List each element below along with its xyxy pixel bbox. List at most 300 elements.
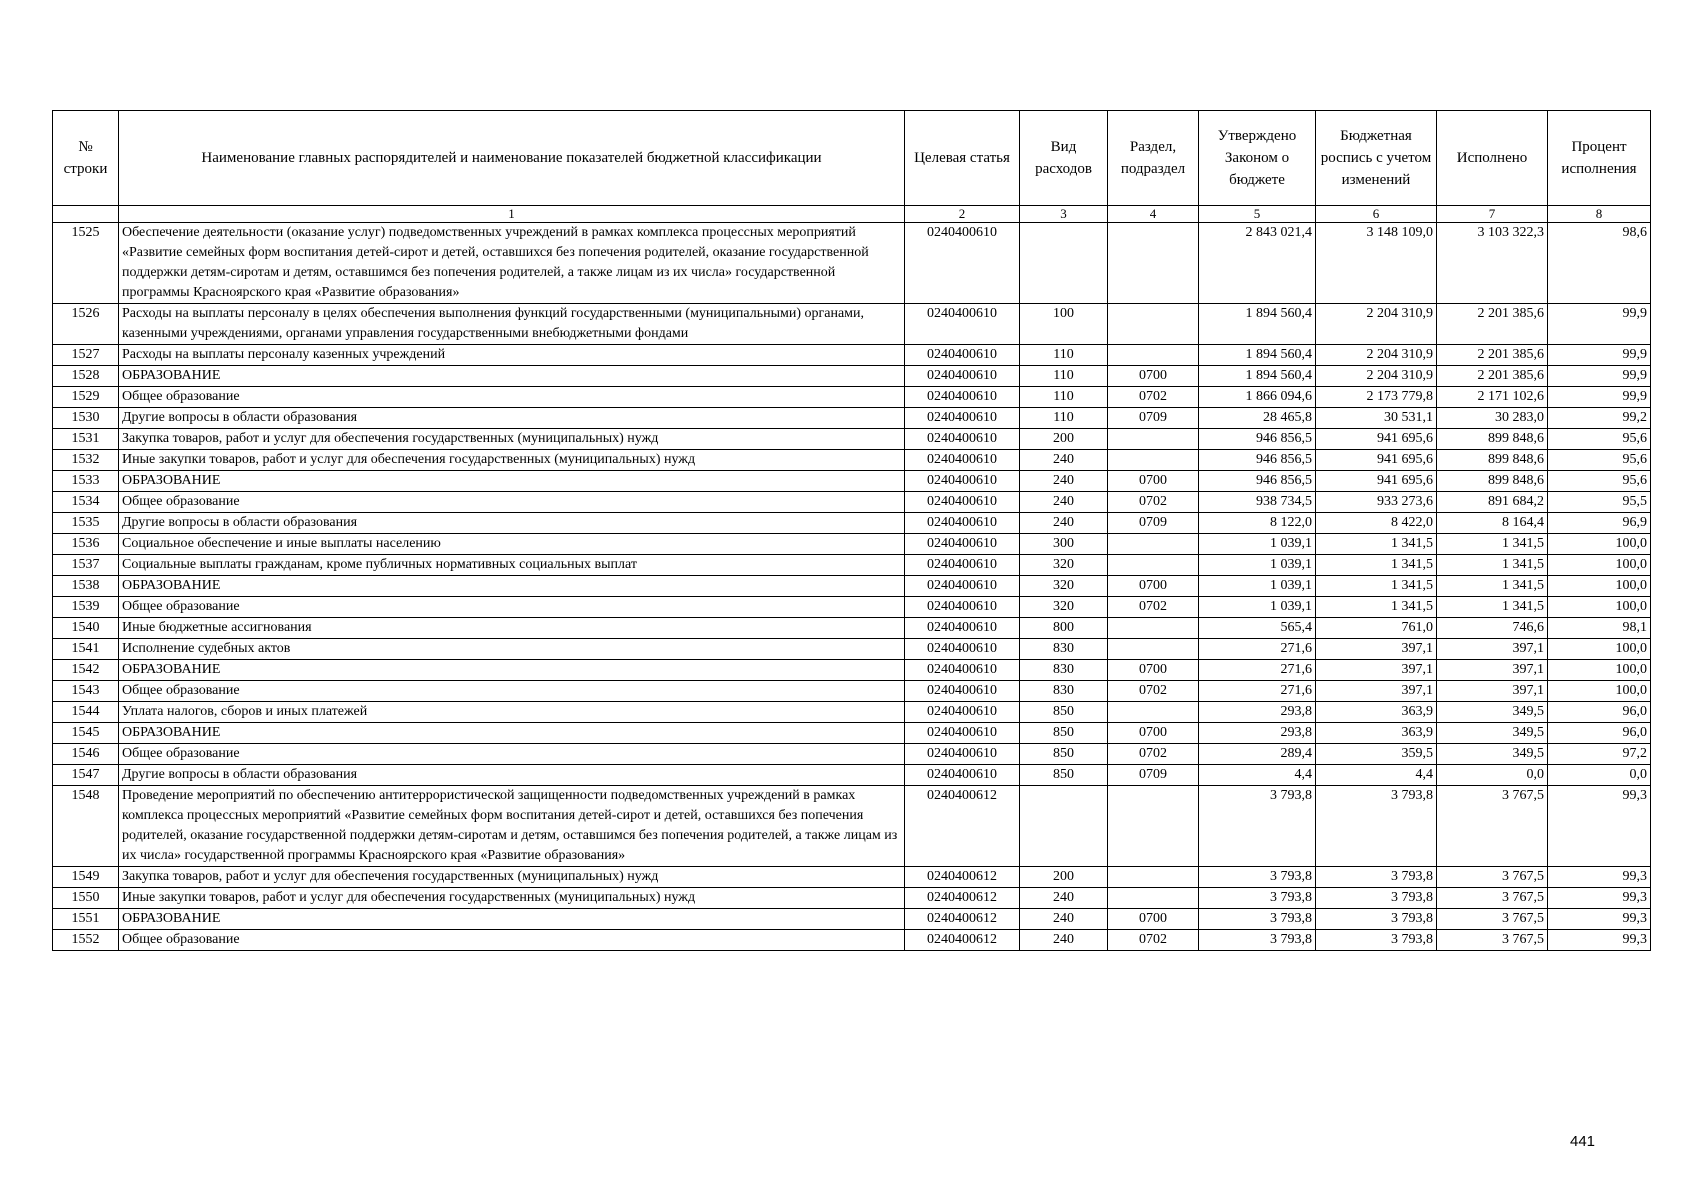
cell-executed: 899 848,6 xyxy=(1437,429,1548,450)
cell-budget-schedule: 397,1 xyxy=(1316,660,1437,681)
cell-budget-schedule: 3 793,8 xyxy=(1316,867,1437,888)
column-number-row xyxy=(53,206,1651,223)
cell-budget-schedule: 3 148 109,0 xyxy=(1316,223,1437,304)
cell-percent: 99,9 xyxy=(1548,304,1651,345)
cell-target-article: 0240400610 xyxy=(905,429,1020,450)
cell-row-number: 1525 xyxy=(53,223,119,304)
cell-approved: 3 793,8 xyxy=(1199,930,1316,951)
cell-target-article: 0240400610 xyxy=(905,513,1020,534)
column-number: 7 xyxy=(1437,206,1548,223)
cell-approved: 1 039,1 xyxy=(1199,534,1316,555)
cell-approved: 8 122,0 xyxy=(1199,513,1316,534)
cell-executed: 899 848,6 xyxy=(1437,450,1548,471)
cell-name: Расходы на выплаты персоналу в целях обеспечения выполнения функций государственными (муниципальными) органами, казенными учреждениями, органами управления государственными внебюджетными фондами xyxy=(119,304,905,345)
cell-executed: 1 341,5 xyxy=(1437,597,1548,618)
table-row xyxy=(53,702,1651,723)
cell-executed: 8 164,4 xyxy=(1437,513,1548,534)
cell-name: Закупка товаров, работ и услуг для обеспечения государственных (муниципальных) нужд xyxy=(119,429,905,450)
cell-section: 0702 xyxy=(1108,930,1199,951)
cell-percent: 99,3 xyxy=(1548,909,1651,930)
cell-budget-schedule: 941 695,6 xyxy=(1316,471,1437,492)
table-row xyxy=(53,513,1651,534)
cell-executed: 397,1 xyxy=(1437,639,1548,660)
cell-expense-type: 240 xyxy=(1020,492,1108,513)
cell-budget-schedule: 3 793,8 xyxy=(1316,930,1437,951)
table-row xyxy=(53,408,1651,429)
cell-budget-schedule: 3 793,8 xyxy=(1316,786,1437,867)
table-row xyxy=(53,429,1651,450)
cell-percent: 99,2 xyxy=(1548,408,1651,429)
table-row xyxy=(53,639,1651,660)
cell-budget-schedule: 359,5 xyxy=(1316,744,1437,765)
cell-section xyxy=(1108,786,1199,867)
cell-percent: 98,1 xyxy=(1548,618,1651,639)
cell-expense-type xyxy=(1020,223,1108,304)
cell-budget-schedule: 363,9 xyxy=(1316,723,1437,744)
column-number: 1 xyxy=(119,206,905,223)
cell-budget-schedule: 3 793,8 xyxy=(1316,909,1437,930)
cell-section xyxy=(1108,429,1199,450)
cell-approved: 565,4 xyxy=(1199,618,1316,639)
cell-expense-type: 300 xyxy=(1020,534,1108,555)
table-row xyxy=(53,345,1651,366)
table-row xyxy=(53,450,1651,471)
cell-name: Общее образование xyxy=(119,492,905,513)
cell-approved: 293,8 xyxy=(1199,723,1316,744)
cell-section: 0700 xyxy=(1108,471,1199,492)
cell-approved: 28 465,8 xyxy=(1199,408,1316,429)
cell-percent: 99,3 xyxy=(1548,786,1651,867)
cell-name: ОБРАЗОВАНИЕ xyxy=(119,576,905,597)
cell-executed: 397,1 xyxy=(1437,660,1548,681)
cell-row-number: 1550 xyxy=(53,888,119,909)
cell-percent: 100,0 xyxy=(1548,639,1651,660)
cell-approved: 946 856,5 xyxy=(1199,429,1316,450)
cell-expense-type: 110 xyxy=(1020,408,1108,429)
cell-budget-schedule: 1 341,5 xyxy=(1316,576,1437,597)
cell-budget-schedule: 941 695,6 xyxy=(1316,429,1437,450)
cell-approved: 271,6 xyxy=(1199,681,1316,702)
cell-target-article: 0240400612 xyxy=(905,867,1020,888)
cell-row-number: 1536 xyxy=(53,534,119,555)
cell-expense-type: 850 xyxy=(1020,744,1108,765)
cell-executed: 3 767,5 xyxy=(1437,888,1548,909)
cell-approved: 946 856,5 xyxy=(1199,471,1316,492)
cell-budget-schedule: 30 531,1 xyxy=(1316,408,1437,429)
column-number xyxy=(53,206,119,223)
cell-section: 0700 xyxy=(1108,909,1199,930)
cell-name: Иные закупки товаров, работ и услуг для обеспечения государственных (муниципальных) нужд xyxy=(119,888,905,909)
table-row xyxy=(53,534,1651,555)
cell-approved: 3 793,8 xyxy=(1199,888,1316,909)
cell-expense-type xyxy=(1020,786,1108,867)
cell-approved: 3 793,8 xyxy=(1199,867,1316,888)
cell-expense-type: 100 xyxy=(1020,304,1108,345)
cell-percent: 100,0 xyxy=(1548,555,1651,576)
table-row xyxy=(53,304,1651,345)
cell-expense-type: 240 xyxy=(1020,450,1108,471)
cell-name: ОБРАЗОВАНИЕ xyxy=(119,471,905,492)
column-number: 8 xyxy=(1548,206,1651,223)
cell-executed: 1 341,5 xyxy=(1437,555,1548,576)
cell-executed: 2 201 385,6 xyxy=(1437,304,1548,345)
cell-executed: 891 684,2 xyxy=(1437,492,1548,513)
cell-budget-schedule: 3 793,8 xyxy=(1316,888,1437,909)
cell-expense-type: 110 xyxy=(1020,366,1108,387)
header-row-number: № строки xyxy=(53,111,119,206)
cell-section: 0709 xyxy=(1108,408,1199,429)
cell-executed: 3 767,5 xyxy=(1437,930,1548,951)
cell-target-article: 0240400612 xyxy=(905,909,1020,930)
table-row xyxy=(53,597,1651,618)
table-row xyxy=(53,723,1651,744)
table-row xyxy=(53,765,1651,786)
cell-section: 0700 xyxy=(1108,723,1199,744)
cell-executed: 3 767,5 xyxy=(1437,909,1548,930)
cell-approved: 271,6 xyxy=(1199,660,1316,681)
cell-row-number: 1531 xyxy=(53,429,119,450)
table-row xyxy=(53,660,1651,681)
cell-expense-type: 320 xyxy=(1020,597,1108,618)
cell-name: Социальные выплаты гражданам, кроме публичных нормативных социальных выплат xyxy=(119,555,905,576)
cell-name: Иные бюджетные ассигнования xyxy=(119,618,905,639)
cell-target-article: 0240400610 xyxy=(905,408,1020,429)
cell-executed: 2 201 385,6 xyxy=(1437,345,1548,366)
cell-percent: 95,6 xyxy=(1548,450,1651,471)
cell-name: Другие вопросы в области образования xyxy=(119,408,905,429)
cell-budget-schedule: 2 204 310,9 xyxy=(1316,304,1437,345)
cell-expense-type: 240 xyxy=(1020,513,1108,534)
cell-section xyxy=(1108,618,1199,639)
cell-approved: 938 734,5 xyxy=(1199,492,1316,513)
cell-name: Общее образование xyxy=(119,930,905,951)
cell-target-article: 0240400612 xyxy=(905,930,1020,951)
cell-row-number: 1545 xyxy=(53,723,119,744)
cell-name: Расходы на выплаты персоналу казенных учреждений xyxy=(119,345,905,366)
cell-target-article: 0240400610 xyxy=(905,681,1020,702)
cell-section xyxy=(1108,345,1199,366)
cell-approved: 271,6 xyxy=(1199,639,1316,660)
cell-budget-schedule: 4,4 xyxy=(1316,765,1437,786)
cell-executed: 2 171 102,6 xyxy=(1437,387,1548,408)
table-body xyxy=(53,223,1651,951)
table-row xyxy=(53,744,1651,765)
cell-budget-schedule: 363,9 xyxy=(1316,702,1437,723)
cell-percent: 100,0 xyxy=(1548,681,1651,702)
table-row xyxy=(53,618,1651,639)
table-row xyxy=(53,471,1651,492)
cell-name: Другие вопросы в области образования xyxy=(119,513,905,534)
cell-executed: 3 767,5 xyxy=(1437,867,1548,888)
cell-section: 0700 xyxy=(1108,660,1199,681)
cell-name: Закупка товаров, работ и услуг для обеспечения государственных (муниципальных) нужд xyxy=(119,867,905,888)
cell-name: Социальное обеспечение и иные выплаты населению xyxy=(119,534,905,555)
header-budget-schedule: Бюджетная роспись с учетом изменений xyxy=(1316,111,1437,206)
table-row xyxy=(53,387,1651,408)
cell-name: ОБРАЗОВАНИЕ xyxy=(119,723,905,744)
cell-name: Проведение мероприятий по обеспечению антитеррористической защищенности подведомственных учреждений в рамках комплекса процессных мероприятий «Развитие семейных форм воспитания детей-сирот и детей, оставшихся без попечения родителей, оказание государственной поддержки детям-сиротам и детям, оставшимся без попечения родителей, а также лицам из их числа» государственной программы Красноярского края «Развитие образования» xyxy=(119,786,905,867)
column-number: 3 xyxy=(1020,206,1108,223)
cell-row-number: 1541 xyxy=(53,639,119,660)
cell-percent: 96,9 xyxy=(1548,513,1651,534)
cell-executed: 746,6 xyxy=(1437,618,1548,639)
table-row xyxy=(53,555,1651,576)
cell-target-article: 0240400612 xyxy=(905,786,1020,867)
cell-row-number: 1549 xyxy=(53,867,119,888)
cell-percent: 99,9 xyxy=(1548,345,1651,366)
cell-approved: 3 793,8 xyxy=(1199,786,1316,867)
cell-section xyxy=(1108,888,1199,909)
table-header xyxy=(53,111,1651,223)
cell-section: 0702 xyxy=(1108,597,1199,618)
cell-target-article: 0240400610 xyxy=(905,450,1020,471)
column-number: 5 xyxy=(1199,206,1316,223)
cell-approved: 1 039,1 xyxy=(1199,576,1316,597)
cell-row-number: 1534 xyxy=(53,492,119,513)
cell-row-number: 1530 xyxy=(53,408,119,429)
cell-row-number: 1552 xyxy=(53,930,119,951)
cell-name: Общее образование xyxy=(119,597,905,618)
cell-budget-schedule: 397,1 xyxy=(1316,681,1437,702)
cell-budget-schedule: 2 204 310,9 xyxy=(1316,366,1437,387)
cell-target-article: 0240400610 xyxy=(905,618,1020,639)
cell-percent: 97,2 xyxy=(1548,744,1651,765)
cell-section xyxy=(1108,223,1199,304)
cell-target-article: 0240400610 xyxy=(905,555,1020,576)
header-target-article: Целевая статья xyxy=(905,111,1020,206)
cell-approved: 946 856,5 xyxy=(1199,450,1316,471)
cell-section xyxy=(1108,534,1199,555)
cell-executed: 349,5 xyxy=(1437,744,1548,765)
cell-executed: 349,5 xyxy=(1437,723,1548,744)
cell-section xyxy=(1108,304,1199,345)
cell-percent: 100,0 xyxy=(1548,534,1651,555)
cell-section: 0702 xyxy=(1108,492,1199,513)
cell-target-article: 0240400610 xyxy=(905,597,1020,618)
cell-expense-type: 320 xyxy=(1020,555,1108,576)
cell-row-number: 1527 xyxy=(53,345,119,366)
cell-executed: 349,5 xyxy=(1437,702,1548,723)
cell-target-article: 0240400612 xyxy=(905,888,1020,909)
cell-row-number: 1542 xyxy=(53,660,119,681)
cell-approved: 1 039,1 xyxy=(1199,597,1316,618)
cell-target-article: 0240400610 xyxy=(905,765,1020,786)
header-percent: Процент исполнения xyxy=(1548,111,1651,206)
cell-percent: 99,9 xyxy=(1548,387,1651,408)
cell-row-number: 1537 xyxy=(53,555,119,576)
cell-section: 0700 xyxy=(1108,366,1199,387)
cell-name: Общее образование xyxy=(119,681,905,702)
cell-executed: 2 201 385,6 xyxy=(1437,366,1548,387)
cell-section xyxy=(1108,867,1199,888)
cell-name: ОБРАЗОВАНИЕ xyxy=(119,366,905,387)
cell-expense-type: 830 xyxy=(1020,681,1108,702)
cell-expense-type: 200 xyxy=(1020,429,1108,450)
cell-name: Иные закупки товаров, работ и услуг для обеспечения государственных (муниципальных) нужд xyxy=(119,450,905,471)
cell-approved: 289,4 xyxy=(1199,744,1316,765)
cell-name: Исполнение судебных актов xyxy=(119,639,905,660)
cell-target-article: 0240400610 xyxy=(905,534,1020,555)
cell-budget-schedule: 2 173 779,8 xyxy=(1316,387,1437,408)
cell-target-article: 0240400610 xyxy=(905,492,1020,513)
cell-target-article: 0240400610 xyxy=(905,744,1020,765)
cell-approved: 4,4 xyxy=(1199,765,1316,786)
cell-target-article: 0240400610 xyxy=(905,345,1020,366)
cell-target-article: 0240400610 xyxy=(905,471,1020,492)
cell-budget-schedule: 1 341,5 xyxy=(1316,597,1437,618)
cell-expense-type: 240 xyxy=(1020,930,1108,951)
header-approved: Утверждено Законом о бюджете xyxy=(1199,111,1316,206)
cell-expense-type: 850 xyxy=(1020,723,1108,744)
cell-section xyxy=(1108,702,1199,723)
cell-row-number: 1529 xyxy=(53,387,119,408)
table-row xyxy=(53,681,1651,702)
cell-target-article: 0240400610 xyxy=(905,660,1020,681)
cell-name: ОБРАЗОВАНИЕ xyxy=(119,909,905,930)
table-row xyxy=(53,223,1651,304)
cell-name: Обеспечение деятельности (оказание услуг) подведомственных учреждений в рамках комплекса процессных мероприятий «Развитие семейных форм воспитания детей-сирот и детей, оставшихся без попечения родителей, оказание государственной поддержки детям-сиротам и детям, оставшимся без попечения родителей, а также лицам из их числа» государственной программы Красноярского края «Развитие образования» xyxy=(119,223,905,304)
cell-budget-schedule: 1 341,5 xyxy=(1316,555,1437,576)
cell-section: 0700 xyxy=(1108,576,1199,597)
cell-row-number: 1544 xyxy=(53,702,119,723)
cell-target-article: 0240400610 xyxy=(905,723,1020,744)
cell-target-article: 0240400610 xyxy=(905,576,1020,597)
cell-target-article: 0240400610 xyxy=(905,639,1020,660)
cell-approved: 1 894 560,4 xyxy=(1199,366,1316,387)
cell-name: Общее образование xyxy=(119,387,905,408)
cell-executed: 3 103 322,3 xyxy=(1437,223,1548,304)
cell-executed: 899 848,6 xyxy=(1437,471,1548,492)
cell-percent: 0,0 xyxy=(1548,765,1651,786)
cell-section: 0702 xyxy=(1108,681,1199,702)
cell-budget-schedule: 8 422,0 xyxy=(1316,513,1437,534)
cell-percent: 98,6 xyxy=(1548,223,1651,304)
header-executed: Исполнено xyxy=(1437,111,1548,206)
cell-row-number: 1539 xyxy=(53,597,119,618)
column-number: 6 xyxy=(1316,206,1437,223)
cell-percent: 99,3 xyxy=(1548,888,1651,909)
cell-percent: 95,6 xyxy=(1548,429,1651,450)
table-row xyxy=(53,867,1651,888)
cell-section xyxy=(1108,555,1199,576)
cell-budget-schedule: 941 695,6 xyxy=(1316,450,1437,471)
header-section: Раздел, подраздел xyxy=(1108,111,1199,206)
cell-target-article: 0240400610 xyxy=(905,366,1020,387)
cell-expense-type: 800 xyxy=(1020,618,1108,639)
cell-percent: 99,3 xyxy=(1548,867,1651,888)
cell-percent: 96,0 xyxy=(1548,702,1651,723)
column-number: 2 xyxy=(905,206,1020,223)
table-row xyxy=(53,909,1651,930)
cell-percent: 100,0 xyxy=(1548,597,1651,618)
cell-expense-type: 850 xyxy=(1020,702,1108,723)
cell-percent: 95,5 xyxy=(1548,492,1651,513)
cell-row-number: 1547 xyxy=(53,765,119,786)
cell-row-number: 1526 xyxy=(53,304,119,345)
cell-row-number: 1543 xyxy=(53,681,119,702)
cell-row-number: 1532 xyxy=(53,450,119,471)
cell-target-article: 0240400610 xyxy=(905,223,1020,304)
cell-budget-schedule: 761,0 xyxy=(1316,618,1437,639)
cell-executed: 30 283,0 xyxy=(1437,408,1548,429)
cell-expense-type: 320 xyxy=(1020,576,1108,597)
cell-target-article: 0240400610 xyxy=(905,304,1020,345)
cell-approved: 3 793,8 xyxy=(1199,909,1316,930)
cell-executed: 3 767,5 xyxy=(1437,786,1548,867)
cell-percent: 100,0 xyxy=(1548,576,1651,597)
cell-section: 0702 xyxy=(1108,744,1199,765)
cell-executed: 0,0 xyxy=(1437,765,1548,786)
cell-expense-type: 110 xyxy=(1020,387,1108,408)
cell-expense-type: 240 xyxy=(1020,909,1108,930)
table-row xyxy=(53,930,1651,951)
cell-approved: 293,8 xyxy=(1199,702,1316,723)
cell-budget-schedule: 397,1 xyxy=(1316,639,1437,660)
cell-budget-schedule: 933 273,6 xyxy=(1316,492,1437,513)
cell-expense-type: 830 xyxy=(1020,660,1108,681)
cell-expense-type: 850 xyxy=(1020,765,1108,786)
cell-row-number: 1551 xyxy=(53,909,119,930)
page-number: 441 xyxy=(1570,1133,1596,1150)
cell-section xyxy=(1108,639,1199,660)
cell-name: Общее образование xyxy=(119,744,905,765)
table-row xyxy=(53,492,1651,513)
cell-approved: 1 866 094,6 xyxy=(1199,387,1316,408)
table-row xyxy=(53,366,1651,387)
cell-expense-type: 830 xyxy=(1020,639,1108,660)
cell-budget-schedule: 2 204 310,9 xyxy=(1316,345,1437,366)
cell-percent: 99,9 xyxy=(1548,366,1651,387)
cell-expense-type: 110 xyxy=(1020,345,1108,366)
cell-name: Уплата налогов, сборов и иных платежей xyxy=(119,702,905,723)
cell-executed: 397,1 xyxy=(1437,681,1548,702)
budget-table xyxy=(52,110,1651,951)
column-number: 4 xyxy=(1108,206,1199,223)
cell-target-article: 0240400610 xyxy=(905,387,1020,408)
cell-row-number: 1546 xyxy=(53,744,119,765)
cell-expense-type: 240 xyxy=(1020,471,1108,492)
cell-expense-type: 240 xyxy=(1020,888,1108,909)
cell-approved: 2 843 021,4 xyxy=(1199,223,1316,304)
cell-name: Другие вопросы в области образования xyxy=(119,765,905,786)
cell-target-article: 0240400610 xyxy=(905,702,1020,723)
header-row xyxy=(53,111,1651,206)
cell-row-number: 1535 xyxy=(53,513,119,534)
header-expense-type: Вид расходов xyxy=(1020,111,1108,206)
cell-approved: 1 894 560,4 xyxy=(1199,345,1316,366)
cell-section: 0709 xyxy=(1108,513,1199,534)
cell-approved: 1 039,1 xyxy=(1199,555,1316,576)
cell-approved: 1 894 560,4 xyxy=(1199,304,1316,345)
cell-section: 0702 xyxy=(1108,387,1199,408)
cell-budget-schedule: 1 341,5 xyxy=(1316,534,1437,555)
cell-section: 0709 xyxy=(1108,765,1199,786)
cell-percent: 100,0 xyxy=(1548,660,1651,681)
cell-row-number: 1528 xyxy=(53,366,119,387)
cell-executed: 1 341,5 xyxy=(1437,576,1548,597)
cell-row-number: 1538 xyxy=(53,576,119,597)
cell-percent: 95,6 xyxy=(1548,471,1651,492)
cell-row-number: 1540 xyxy=(53,618,119,639)
cell-name: ОБРАЗОВАНИЕ xyxy=(119,660,905,681)
cell-expense-type: 200 xyxy=(1020,867,1108,888)
cell-percent: 96,0 xyxy=(1548,723,1651,744)
cell-row-number: 1548 xyxy=(53,786,119,867)
table-row xyxy=(53,888,1651,909)
cell-percent: 99,3 xyxy=(1548,930,1651,951)
cell-row-number: 1533 xyxy=(53,471,119,492)
cell-section xyxy=(1108,450,1199,471)
